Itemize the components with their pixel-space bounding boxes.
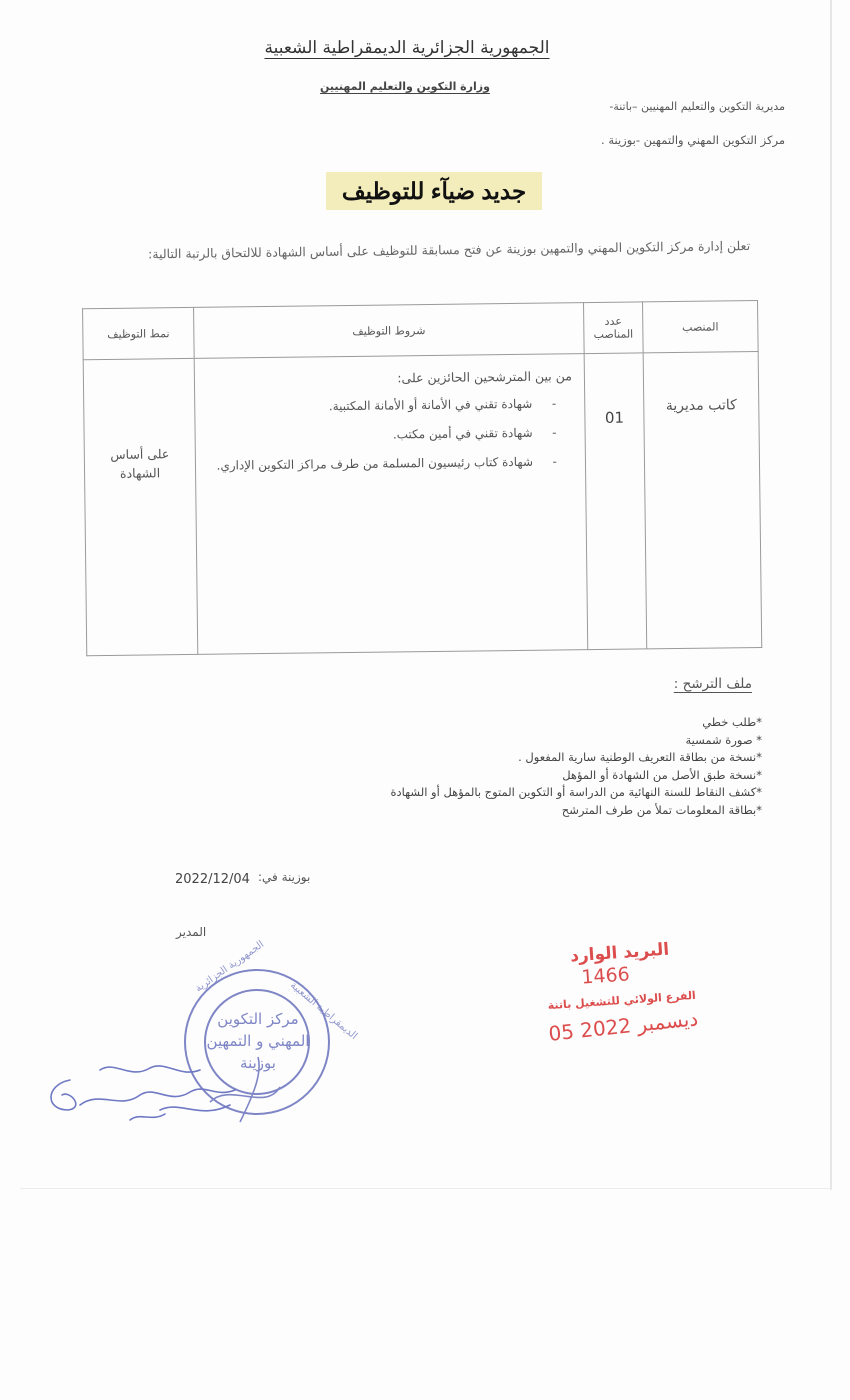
page-edge-bottom — [20, 1188, 832, 1189]
svg-text:بوزينة: بوزينة — [240, 1054, 276, 1072]
dossier-item: *نسخة من بطاقة التعريف الوطنية سارية المفعول . — [518, 750, 762, 764]
svg-text:المهني و التمهين: المهني و التمهين — [206, 1032, 310, 1050]
received-stamp-icon — [540, 938, 710, 1048]
svg-text:05 ديسمبر 2022: 05 ديسمبر 2022 — [547, 1006, 700, 1046]
header-mode: نمط التوظيف — [83, 307, 195, 359]
dossier-item: * صورة شمسية — [685, 732, 762, 747]
directorate-line: مديرية التكوين والتعليم المهنيين –باتنة- — [609, 100, 785, 113]
condition-item: - شهادة تقني في أمين مكتب. — [208, 422, 557, 446]
dossier-title: ملف الترشح : — [673, 676, 752, 692]
dossier-item: *نسخة طبق الأصل من الشهادة أو المؤهل — [562, 767, 762, 782]
svg-text:مركز التكوين: مركز التكوين — [217, 1010, 299, 1028]
header-post: المنصب — [643, 301, 759, 353]
svg-text:الفرع الولائي للتشغيل باتنة: الفرع الولائي للتشغيل باتنة — [547, 988, 697, 1013]
count-cell: 01 — [584, 353, 647, 650]
date-label: بوزينة في: — [258, 870, 311, 884]
headline-banner: جديد ضيآء للتوظيف — [326, 172, 542, 210]
conditions-intro: من بين المترشحين الحائزين على: — [397, 368, 573, 386]
ministry-title: وزارة التكوين والتعليم المهنيين — [320, 80, 490, 93]
dossier-list — [390, 714, 762, 819]
svg-text:البريد الوارد: البريد الوارد — [569, 939, 670, 967]
header-conditions: شروط التوظيف — [194, 303, 585, 359]
mode-cell: على أساس الشهادة — [83, 358, 198, 655]
condition-item: - شهادة كتاب رئيسيون المسلمة من طرف مراكز التكوين الإداري. — [208, 451, 557, 475]
svg-text:1466: 1466 — [580, 963, 631, 989]
condition-item: - شهادة تقني في الأمانة أو الأمانة المكتبية. — [207, 393, 556, 417]
conditions-list — [207, 393, 573, 475]
svg-text:الجمهورية الجزائرية: الجمهورية الجزائرية — [193, 938, 267, 995]
conditions-cell — [194, 354, 588, 655]
date-value: 2022/12/04 — [175, 872, 250, 887]
post-cell: كاتب مديرية — [643, 352, 762, 649]
svg-text:الديمقراطية الشعبية: الديمقراطية الشعبية — [288, 979, 360, 1042]
table-row — [83, 352, 762, 656]
recruitment-table — [82, 300, 762, 656]
table-header-row — [83, 301, 759, 360]
page-edge-right — [830, 0, 832, 1190]
republic-title: الجمهورية الجزائرية الديمقراطية الشعبية — [264, 38, 550, 58]
dossier-item: *بطاقة المعلومات تملأ من طرف المترشح — [561, 802, 762, 817]
signature-icon — [40, 1050, 270, 1130]
header-count: عدد المناصب — [584, 302, 644, 354]
center-line: مركز التكوين المهني والتمهين -بوزينة . — [601, 133, 785, 147]
dossier-item: *طلب خطي — [702, 715, 762, 729]
dossier-item: *كشف النقاط للسنة النهائية من الدراسة أو التكوين المتوج بالمؤهل أو الشهادة — [390, 785, 762, 799]
director-title: المدير — [176, 925, 207, 939]
announcement-intro: تعلن إدارة مركز التكوين المهني والتمهين بوزينة عن فتح مسابقة للتوظيف على أساس الشهادة للالتحاق بالرتبة التالية: — [147, 237, 751, 262]
